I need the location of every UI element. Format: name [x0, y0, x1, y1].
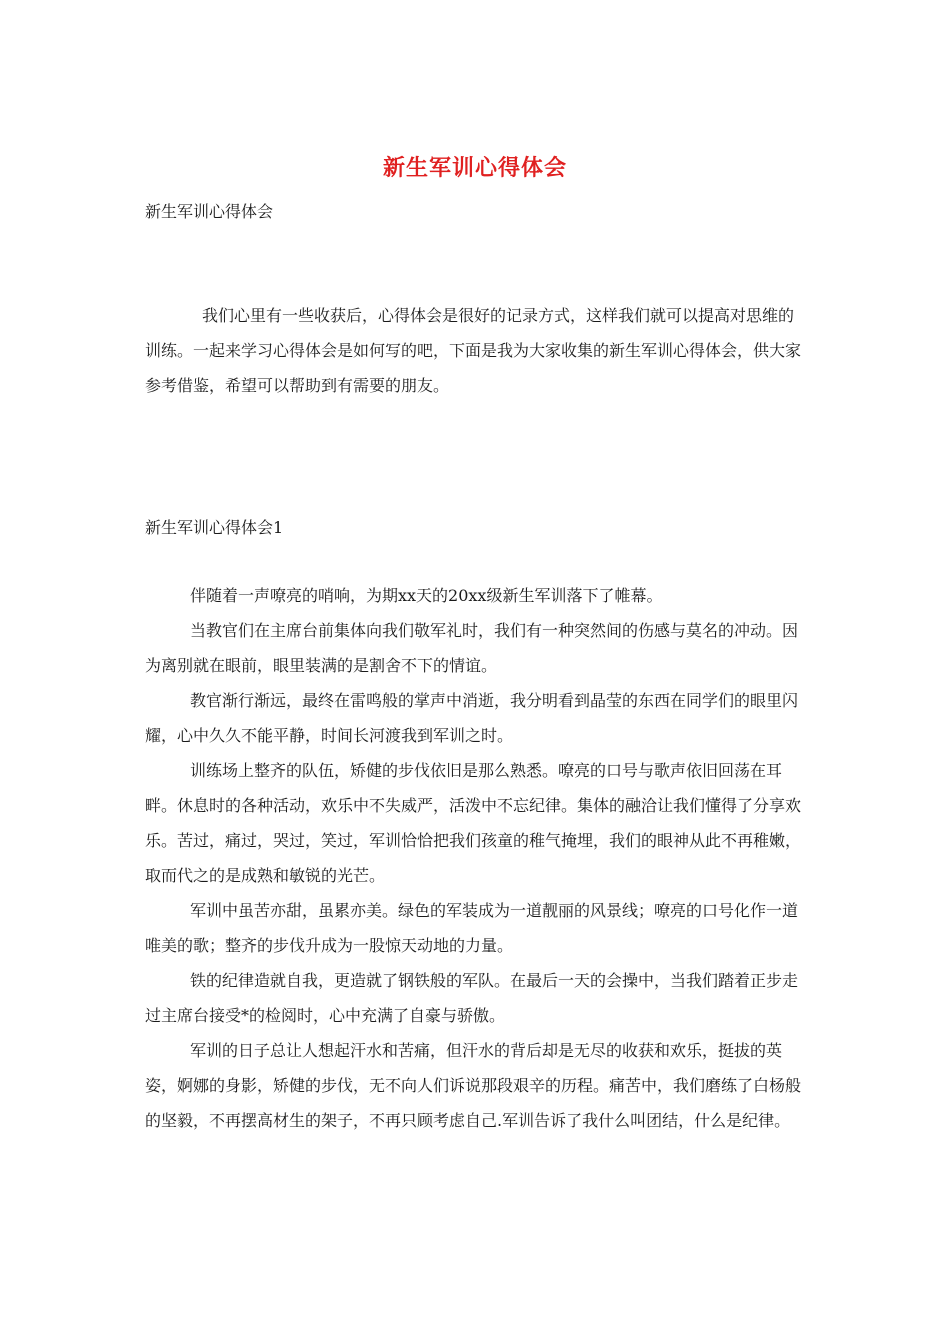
body-paragraph: 训练场上整齐的队伍，矫健的步伐依旧是那么熟悉。嘹亮的口号与歌声依旧回荡在耳畔。休息时的各种活动，欢乐中不失威严，活泼中不忘纪律。集体的融洽让我们懂得了分享欢乐。苦过，痛过，哭过，笑过，军训恰恰把我们孩童的稚气掩埋，我们的眼神从此不再稚嫩，取而代之的是成熟和敏锐的光芒。	[145, 761, 802, 885]
body-paragraph: 当教官们在主席台前集体向我们敬军礼时，我们有一种突然间的伤感与莫名的冲动。因为离别就在眼前，眼里装满的是割舍不下的情谊。	[145, 621, 799, 675]
document-title: 新生军训心得体会	[382, 155, 567, 181]
body-paragraph: 军训的日子总让人想起汗水和苦痛，但汗水的背后却是无尽的收获和欢乐，挺拔的英姿，婀娜的身影，矫健的步伐，无不向人们诉说那段艰辛的历程。痛苦中，我们磨练了白杨般的坚毅，不再摆高材生的架子，不再只顾考虑自己.军训告诉了我什么叫团结，什么是纪律。	[145, 1041, 802, 1130]
body-text	[145, 578, 810, 1138]
section-heading: 新生军训心得体会1	[145, 518, 284, 537]
body-paragraph: 军训中虽苦亦甜，虽累亦美。绿色的军装成为一道靓丽的风景线；嘹亮的口号化作一道唯美的歌；整齐的步伐升成为一股惊天动地的力量。	[145, 901, 799, 955]
intro-paragraph: 我们心里有一些收获后，心得体会是很好的记录方式，这样我们就可以提高对思维的训练。一起来学习心得体会是如何写的吧，下面是我为大家收集的新生军训心得体会，供大家参考借鉴，希望可以帮助到有需要的朋友。	[145, 306, 802, 395]
intro-block	[145, 298, 805, 403]
document-subtitle: 新生军训心得体会	[145, 202, 274, 221]
body-paragraph: 铁的纪律造就自我，更造就了钢铁般的军队。在最后一天的会操中，当我们踏着正步走过主席台接受*的检阅时，心中充满了自豪与骄傲。	[145, 971, 799, 1025]
body-paragraph: 教官渐行渐远，最终在雷鸣般的掌声中消逝，我分明看到晶莹的东西在同学们的眼里闪耀，心中久久不能平静，时间长河渡我到军训之时。	[145, 691, 799, 745]
body-paragraph: 伴随着一声嘹亮的哨响，为期xx天的20xx级新生军训落下了帷幕。	[190, 586, 663, 605]
